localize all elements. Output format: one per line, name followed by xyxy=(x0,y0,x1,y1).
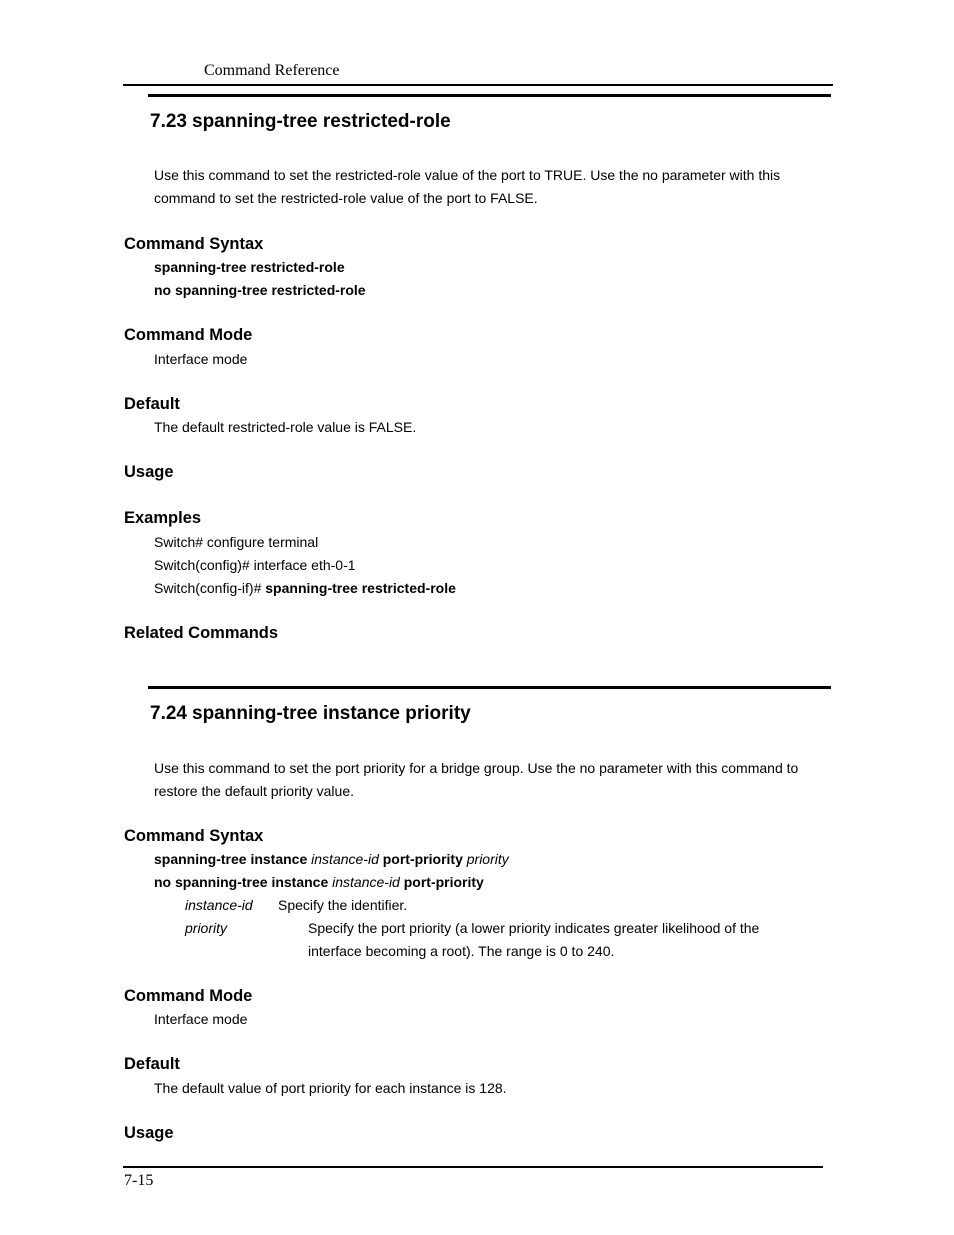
example-line xyxy=(154,577,456,600)
param-desc: Specify the identifier. xyxy=(278,897,408,913)
section-title-7-24 xyxy=(150,703,471,725)
example-prompt: Switch(config-if)# xyxy=(154,580,266,596)
running-header: Command Reference xyxy=(204,62,340,79)
example-command: spanning-tree restricted-role xyxy=(265,580,456,596)
param-desc: Specify the port priority (a lower priority indicates greater likelihood of the interface becoming a root). The range is 0 to 240. xyxy=(308,920,760,959)
syntax-keyword: no spanning-tree instance xyxy=(154,874,329,890)
syntax-keyword: spanning-tree instance xyxy=(154,851,308,867)
syntax-argument: instance-id xyxy=(332,874,400,890)
section-title-7-23 xyxy=(150,111,451,133)
default-heading: Default xyxy=(124,395,180,413)
syntax-argument: priority xyxy=(466,851,509,867)
section-number: 7.23 xyxy=(150,111,187,132)
header-rule xyxy=(123,84,833,86)
command-mode-heading: Command Mode xyxy=(124,987,253,1005)
syntax-keyword: port-priority xyxy=(382,851,463,867)
section-description: Use this command to set the port priority for a bridge group. Use the no parameter with this command to restore the default priority value. xyxy=(154,760,799,799)
syntax-keyword: port-priority xyxy=(403,874,484,890)
section-name: spanning-tree restricted-role xyxy=(192,111,451,132)
section-name: spanning-tree instance priority xyxy=(192,703,471,724)
example-line: Switch(config)# interface eth-0-1 xyxy=(154,557,356,573)
param-name: priority xyxy=(185,920,228,936)
default-value: The default value of port priority for each instance is 128. xyxy=(154,1080,507,1096)
command-mode-value: Interface mode xyxy=(154,1011,248,1027)
default-heading: Default xyxy=(124,1055,180,1073)
syntax-line xyxy=(154,848,509,871)
syntax-line: no spanning-tree restricted-role xyxy=(154,282,366,298)
example-line: Switch# configure terminal xyxy=(154,534,319,550)
default-value: The default restricted-role value is FALSE. xyxy=(154,419,417,435)
section-rule-7-24 xyxy=(148,686,831,689)
syntax-line: spanning-tree restricted-role xyxy=(154,259,345,275)
examples-heading: Examples xyxy=(124,509,202,527)
section-description: Use this command to set the restricted-role value of the port to TRUE. Use the no parameter with this command to set the restricted-role value of the port to FALSE. xyxy=(154,167,781,206)
command-mode-value: Interface mode xyxy=(154,351,248,367)
section-rule-7-23 xyxy=(148,94,831,97)
syntax-argument: instance-id xyxy=(311,851,379,867)
footer-rule xyxy=(123,1166,823,1168)
related-commands-heading: Related Commands xyxy=(124,624,279,642)
param-name: instance-id xyxy=(185,897,253,913)
command-mode-heading: Command Mode xyxy=(124,326,253,344)
page-number: 7-15 xyxy=(124,1172,154,1189)
usage-heading: Usage xyxy=(124,1124,174,1142)
section-number: 7.24 xyxy=(150,703,187,724)
syntax-line xyxy=(154,871,484,894)
command-syntax-heading: Command Syntax xyxy=(124,827,264,845)
usage-heading: Usage xyxy=(124,463,174,481)
command-syntax-heading: Command Syntax xyxy=(124,235,264,253)
